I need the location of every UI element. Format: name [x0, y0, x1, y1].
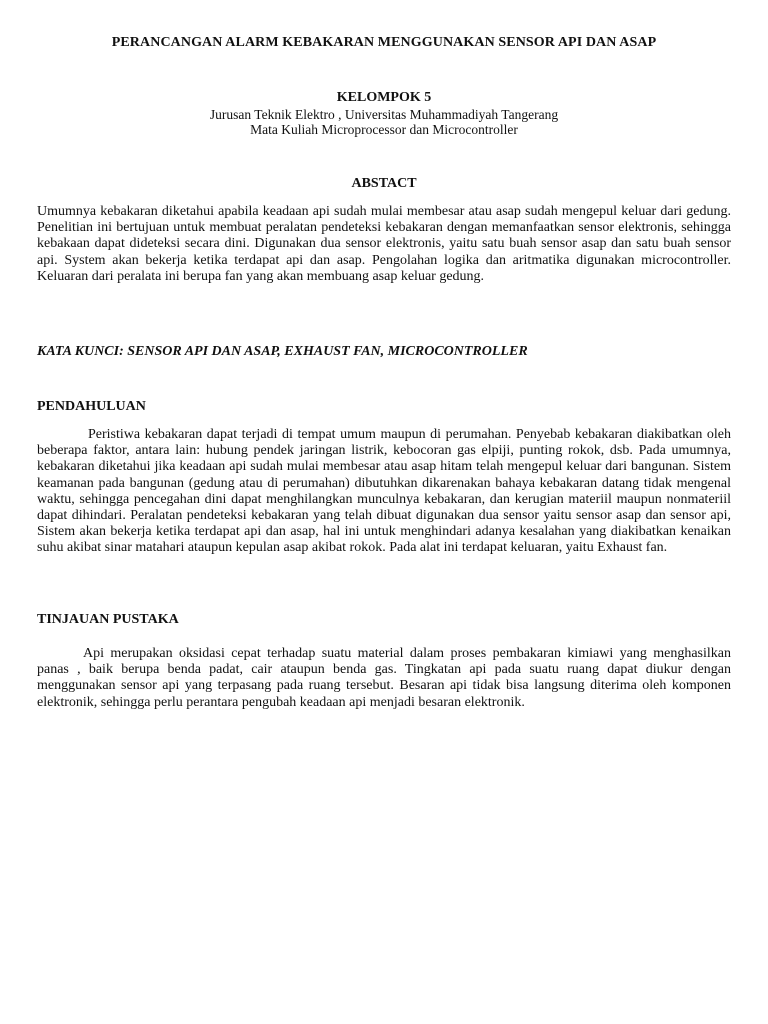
affiliation-course: Mata Kuliah Microprocessor dan Microcontroller	[250, 122, 518, 137]
section-text-pendahuluan: Peristiwa kebakaran dapat terjadi di tempat umum maupun di perumahan. Penyebab kebakaran diakibatkan oleh beberapa faktor, antara lain: hubung pendek jaringan listrik, kebocoran gas elpiji, punting rokok, dsb. Pada umumnya, kebakaran diketahui jika keadaan api sudah mulai membesar atau asap hitam telah mengepul keluar dari bangunan. Sistem keamanan pada bangunan (gedung atau di perumahan) dibutuhkan dikarenakan bahaya kebakaran datang tidak mengenal waktu, sehingga pencegahan dini dapat menghilangkan munculnya kebakaran, dan kerugian materiil maupun nonmateriil dapat dihindari. Peralatan pendeteksi kebakaran yang telah dibuat digunakan dua sensor yaitu sensor asap dan sensor api, Sistem akan bekerja ketika terdapat api dan asap, hal ini untuk menghindari adanya kesalahan yang diakibatkan kenaikan suhu akibat sinar matahari ataupun kepulan asap akibat rokok. Pada alat ini terdapat keluaran, yaitu Exhaust fan.	[37, 427, 731, 556]
paper-title: PERANCANGAN ALARM KEBAKARAN MENGGUNAKAN SENSOR API DAN ASAP	[111, 35, 657, 50]
section-heading-tinjauan-pustaka: TINJAUAN PUSTAKA	[37, 612, 179, 627]
abstract-text: Umumnya kebakaran diketahui apabila keadaan api sudah mulai membesar atau asap sudah mengepul keluar dari gedung. Penelitian ini bertujuan untuk membuat peralatan pendeteksi kebakaran dengan memanfaatkan sensor elektronis, sehingga kebakaan dapat dideteksi secara dini. Digunakan dua sensor elektronis, yaitu satu buah sensor asap dan satu buah sensor api. System akan bekerja ketika terdapat api dan asap. Pengolahan logika dan aritmatika digunakan microcontroller. Keluaran dari peralata ini berupa fan yang akan membuang asap keluar gedung.	[37, 204, 731, 284]
section-heading-pendahuluan: PENDAHULUAN	[37, 399, 146, 414]
section-text-tinjauan-pustaka: Api merupakan oksidasi cepat terhadap suatu material dalam proses pembakaran kimiawi yang menghasilkan panas , baik berupa benda padat, cair ataupun benda gas. Tingkatan api pada suatu ruang dapat diukur dengan menggunakan sensor api yang terpasang pada ruang tersebut. Besaran api tidak bisa langsung diterima oleh komponen elektronik, sehingga perlu perantara pengubah keadaan api menjadi besaran elektronik.	[37, 646, 731, 710]
affiliation-department: Jurusan Teknik Elektro , Universitas Muhammadiyah Tangerang	[209, 107, 559, 122]
keywords: KATA KUNCI: SENSOR API DAN ASAP, EXHAUST FAN, MICROCONTROLLER	[37, 344, 528, 359]
group-name: KELOMPOK 5	[336, 90, 432, 105]
abstract-heading: ABSTACT	[351, 176, 417, 191]
